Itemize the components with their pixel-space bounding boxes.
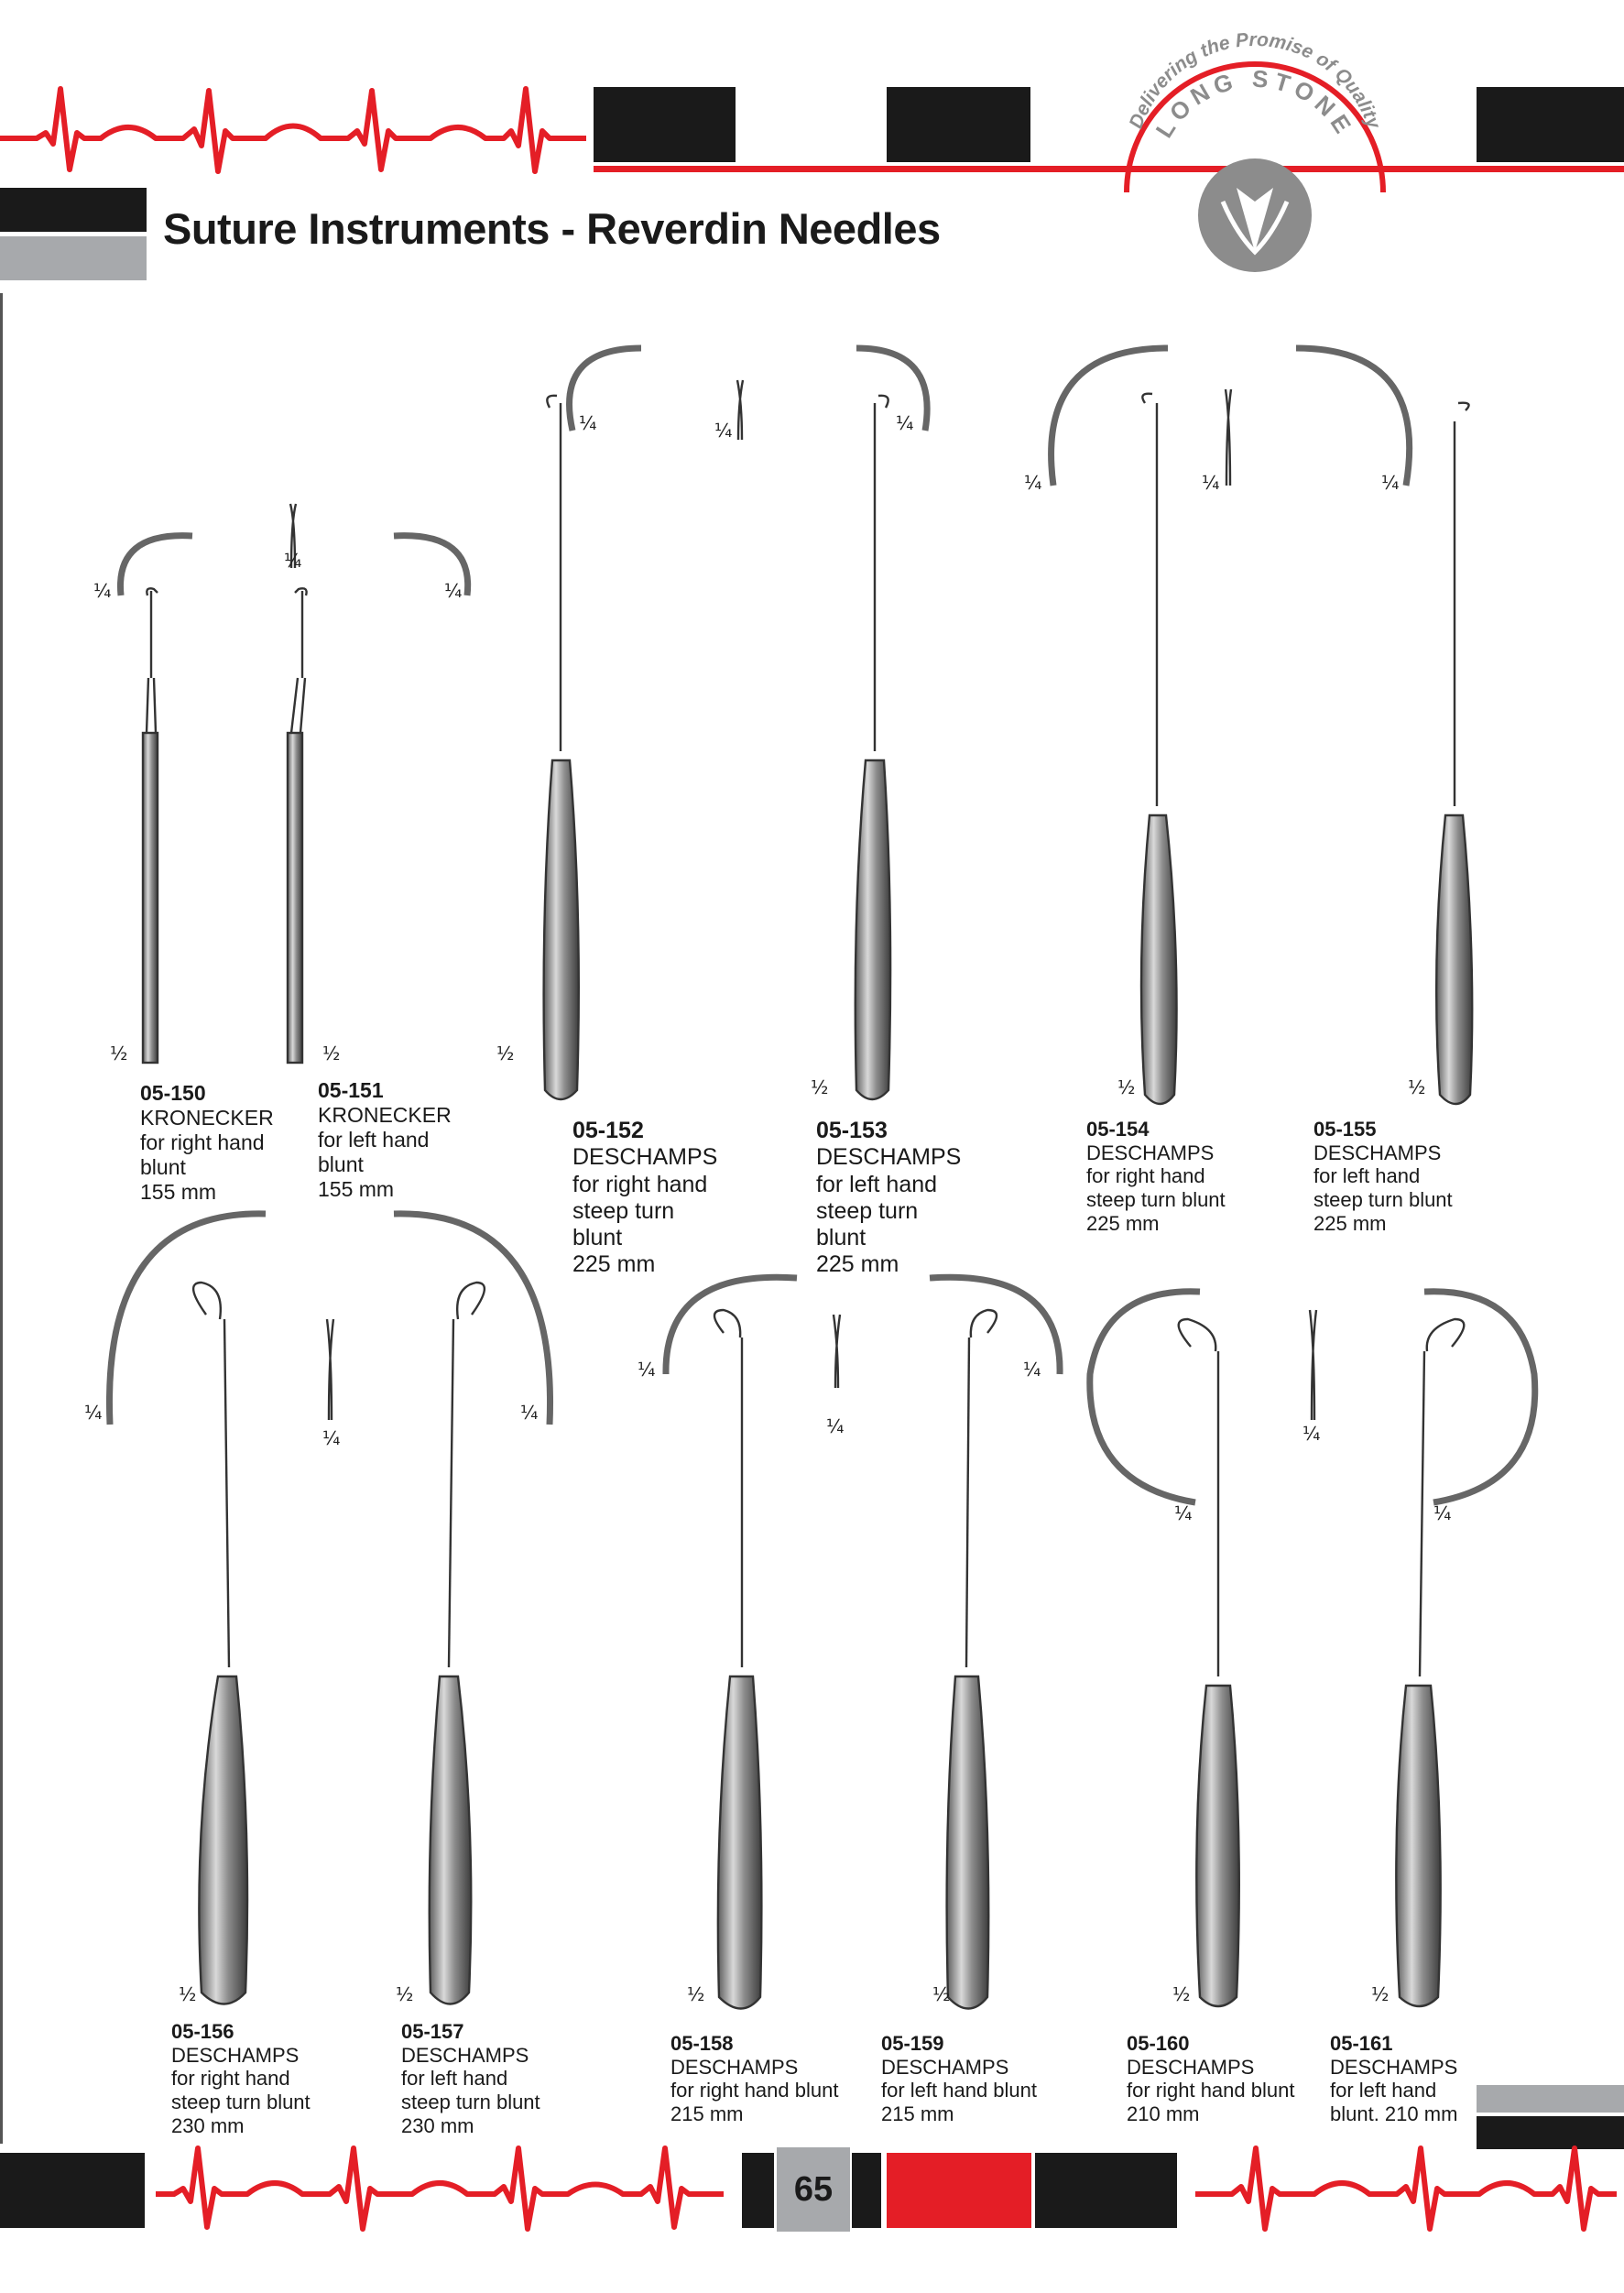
fraction-label: ½ [110,1043,128,1065]
product-line: 225 mm [1086,1211,1160,1235]
fraction-label: ½ [496,1043,515,1065]
product-code: 05-158 [670,2032,734,2055]
product-code: 05-161 [1330,2032,1393,2055]
product-line: for right hand blunt [670,2079,839,2102]
product-code: 05-151 [318,1078,384,1102]
product-line: 215 mm [881,2102,954,2126]
product-line: blunt [140,1154,186,1179]
fraction-label: ½ [179,1983,197,2005]
product-name: DESCHAMPS [171,2043,300,2067]
product-caption-05-157 [401,2020,540,2138]
fraction-label: ¼ [284,550,302,572]
fraction-label: ¼ [1024,472,1042,494]
product-line: steep turn blunt [401,2091,540,2114]
fraction-label: ¼ [638,1359,656,1381]
product-line: 230 mm [171,2113,245,2137]
product-line: 225 mm [572,1251,656,1278]
product-caption-05-155 [1313,1118,1453,1236]
fraction-label: ¼ [579,412,597,434]
product-line: 155 mm [140,1179,217,1204]
product-name: DESCHAMPS [881,2055,1009,2079]
product-line: steep turn [816,1197,919,1224]
fraction-label: ¼ [444,580,463,602]
fraction-label: ½ [322,1043,341,1065]
product-name: DESCHAMPS [1330,2055,1458,2079]
fraction-label: ½ [811,1076,829,1098]
fraction-label: ¼ [520,1402,539,1424]
product-line: for right hand [1086,1164,1205,1188]
product-name: KRONECKER [140,1105,274,1130]
product-line: blunt. 210 mm [1330,2102,1458,2126]
fraction-label: ¼ [826,1415,845,1437]
product-caption-05-152 [572,1118,717,1279]
fraction-label: ¼ [1433,1502,1452,1524]
product-name: DESCHAMPS [401,2043,529,2067]
product-caption-05-150 [140,1081,274,1205]
fraction-label: ¼ [1174,1502,1193,1524]
page-title: Suture Instruments - Reverdin Needles [163,204,941,253]
product-line: for right hand [572,1171,708,1197]
product-line: for right hand blunt [1127,2079,1295,2102]
product-line: steep turn [572,1197,675,1224]
product-name: KRONECKER [318,1102,452,1127]
fraction-label: ½ [1408,1076,1426,1098]
page-number: 65 [777,2147,850,2232]
product-code: 05-160 [1127,2032,1190,2055]
product-line: blunt [318,1152,364,1176]
product-name: DESCHAMPS [670,2055,799,2079]
product-code: 05-152 [572,1118,644,1143]
fraction-label: ½ [687,1983,705,2005]
fraction-label: ¼ [1381,472,1400,494]
product-line: for left hand [816,1171,938,1197]
fraction-label: ½ [932,1983,951,2005]
product-caption-05-153 [816,1118,961,1279]
ecg-line-bottom-left [156,2139,724,2240]
footer-block-left [0,2153,145,2228]
product-code: 05-153 [816,1118,888,1143]
fraction-label: ¼ [714,420,733,442]
logo-brand: LONG STONE [1150,64,1360,143]
product-caption-05-156 [171,2020,311,2138]
footer-block-mid [1035,2153,1177,2228]
product-line: 225 mm [816,1251,899,1278]
product-code: 05-157 [401,2020,464,2043]
product-name: DESCHAMPS [1086,1141,1215,1164]
footer-side-gray [1477,2085,1624,2113]
fraction-label: ½ [1371,1983,1390,2005]
fraction-label: ¼ [896,412,914,434]
product-line: for right hand [171,2067,290,2091]
footer-block-num-right [852,2153,881,2228]
product-name: DESCHAMPS [572,1144,718,1171]
product-code: 05-150 [140,1081,206,1105]
product-line: 230 mm [401,2113,474,2137]
product-code: 05-159 [881,2032,944,2055]
product-line: blunt [572,1225,623,1250]
fraction-label: ¼ [84,1402,103,1424]
product-line: for right hand [140,1130,265,1154]
fraction-label: ¼ [322,1427,341,1449]
fraction-label: ¼ [93,580,112,602]
fraction-label: ½ [396,1983,414,2005]
logo-tagline: Delivering the Promise of Quality [1125,28,1385,132]
footer-block-num-left [742,2153,774,2228]
product-code: 05-156 [171,2020,234,2043]
product-caption-05-151 [318,1078,452,1202]
fraction-label: ½ [1172,1983,1191,2005]
product-code: 05-155 [1313,1118,1377,1141]
product-line: blunt [816,1225,866,1250]
product-name: DESCHAMPS [1313,1141,1442,1164]
product-line: for left hand [1330,2079,1437,2102]
product-caption-05-160 [1127,2032,1294,2126]
product-caption-05-154 [1086,1118,1226,1236]
product-line: 155 mm [318,1176,395,1201]
product-line: for left hand [401,2067,508,2091]
product-name: DESCHAMPS [1127,2055,1255,2079]
product-code: 05-154 [1086,1118,1150,1141]
ecg-line-bottom-right [1195,2139,1617,2240]
fraction-label: ¼ [1023,1359,1041,1381]
fraction-label: ½ [1117,1076,1136,1098]
product-line: steep turn blunt [1313,1188,1453,1212]
product-line: 210 mm [1127,2102,1200,2126]
product-line: steep turn blunt [1086,1188,1226,1212]
product-name: DESCHAMPS [816,1144,962,1171]
product-caption-05-158 [670,2032,838,2126]
fraction-label: ¼ [1202,472,1220,494]
fraction-label: ¼ [1302,1423,1321,1445]
footer-red-block [887,2153,1031,2228]
product-caption-05-159 [881,2032,1037,2126]
product-line: for left hand blunt [881,2079,1038,2102]
product-line: 215 mm [670,2102,744,2126]
product-line: for left hand [1313,1164,1421,1188]
product-line: for left hand [318,1127,430,1152]
product-caption-05-161 [1330,2032,1457,2126]
product-line: steep turn blunt [171,2091,311,2114]
product-line: 225 mm [1313,1211,1387,1235]
